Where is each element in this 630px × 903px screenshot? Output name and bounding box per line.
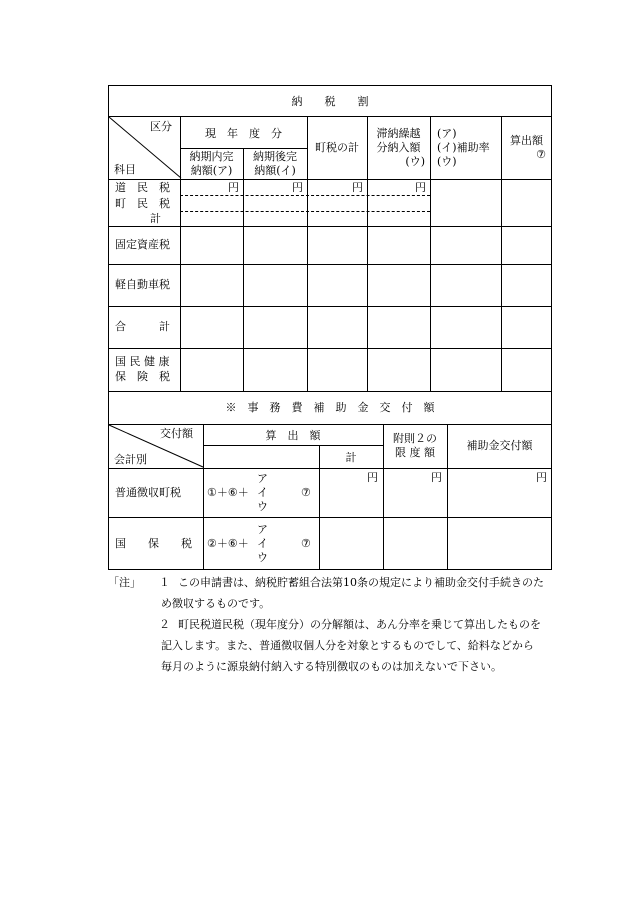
vline-3 — [307, 117, 308, 391]
header-hojoritsu-l1: (ア) — [437, 127, 457, 140]
line-row-2 — [108, 264, 552, 265]
header-kamoku: 科目 — [114, 163, 136, 176]
header-sanshutsu-l1: 算出額 — [510, 134, 543, 147]
section1-title: 納 税 割 — [291, 95, 369, 108]
header-taino-l3: (ウ) — [405, 155, 425, 168]
note1-num: １ — [159, 576, 170, 589]
line-under-title2 — [108, 424, 552, 425]
dash-line-2 — [180, 211, 430, 212]
unit-yen-1: 円 — [228, 181, 239, 194]
header-chozei-kei: 町税の計 — [315, 141, 359, 154]
header-hojokin: 補助金交付額 — [466, 439, 533, 452]
header-kaikeibetsu: 会計別 — [114, 453, 147, 466]
futsuu-seven: ⑦ — [301, 486, 311, 499]
header-sanshutsu-l2: ⑦ — [536, 148, 546, 161]
header-koufugaku: 交付額 — [160, 427, 193, 440]
header-sanshutsugaku: 算 出 額 — [265, 429, 321, 442]
kokuho-i: イ — [257, 537, 268, 550]
row-kotei: 固定資産税 — [115, 238, 170, 251]
kokuho-formula: ②＋⑥＋ — [207, 537, 249, 550]
unit-yen-7: 円 — [536, 471, 547, 484]
row-kokuho-l1: 国 民 健 康 — [115, 355, 170, 368]
unit-yen-5: 円 — [367, 471, 378, 484]
note2-line2: 記入します。また、普通徴収個人分を対象とするものでして、給料などから — [161, 639, 534, 652]
line-under-sanshutsu — [203, 445, 383, 446]
kokuho-seven: ⑦ — [301, 537, 311, 550]
futsuu-i: イ — [257, 486, 268, 499]
header-taino-l2: 分納入額 — [376, 141, 421, 154]
line-row-1 — [108, 226, 552, 227]
kokuho-u: ウ — [257, 551, 268, 564]
header-taino-l1: 滞納繰越 — [376, 127, 421, 140]
header-hojoritsu-l3: (ウ) — [437, 155, 457, 168]
row-kei: 計 — [150, 212, 161, 225]
header-noukinai-l2: 納額(ア) — [190, 164, 233, 177]
row-kokuho2: 国 保 税 — [115, 537, 192, 550]
unit-yen-3: 円 — [352, 181, 363, 194]
line-under-title1 — [108, 116, 552, 117]
unit-yen-6: 円 — [431, 471, 442, 484]
header-kubun: 区分 — [150, 120, 172, 133]
header-genendo: 現 年 度 分 — [205, 127, 282, 140]
row-futsuu: 普通徴収町税 — [115, 486, 181, 499]
header-noukigo-l2: 納額(イ) — [254, 164, 296, 177]
section2-title: ※ 事 務 費 補 助 金 交 付 額 — [225, 401, 435, 414]
line-row-4 — [108, 348, 552, 349]
row-choumin: 町 民 税 — [115, 197, 170, 210]
header-fusoku-l2: 限 度 額 — [395, 446, 435, 459]
futsuu-u: ウ — [257, 500, 268, 513]
futsuu-formula: ①＋⑥＋ — [207, 486, 249, 499]
unit-yen-4: 円 — [415, 181, 426, 194]
row-goukei: 合 計 — [115, 320, 170, 333]
line-row-6 — [108, 517, 552, 518]
note1-line1: この申請書は、納税貯蓄組合法第10条の規定により補助金交付手続きのた — [178, 576, 544, 589]
row-kokuho-l2: 保 険 税 — [115, 370, 170, 383]
header-kei2: 計 — [345, 451, 357, 464]
note-label: 「注」 — [108, 576, 141, 589]
futsuu-a: ア — [257, 472, 268, 485]
row-doumin: 道 民 税 — [115, 181, 170, 194]
header-noukinai-l1: 納期内完 — [189, 150, 234, 163]
dash-line-1 — [180, 195, 430, 196]
vline-5 — [430, 117, 431, 391]
note2-line1: 町民税道民税（現年度分）の分解額は、あん分率を乗じて算出したものを — [178, 618, 541, 631]
header-noukigo-l1: 納期後完 — [253, 150, 297, 163]
note2-num: ２ — [159, 618, 170, 631]
line-under-header1 — [108, 179, 552, 180]
unit-yen-2: 円 — [292, 181, 303, 194]
note2-line3: 毎月のように源泉納付納入する特別徴収のものは加えないで下さい。 — [161, 660, 502, 673]
header-fusoku-l1: 附則２の — [393, 432, 437, 445]
line-under-header2 — [108, 468, 552, 469]
line-row-5 — [108, 391, 552, 392]
row-keijidousha: 軽自動車税 — [115, 278, 170, 291]
vline-7 — [203, 425, 204, 570]
kokuho-a: ア — [257, 523, 268, 536]
line-row-3 — [108, 306, 552, 307]
header-hojoritsu-l2: (イ)補助率 — [437, 141, 490, 154]
note1-line2: め徴収するものです。 — [161, 597, 271, 610]
